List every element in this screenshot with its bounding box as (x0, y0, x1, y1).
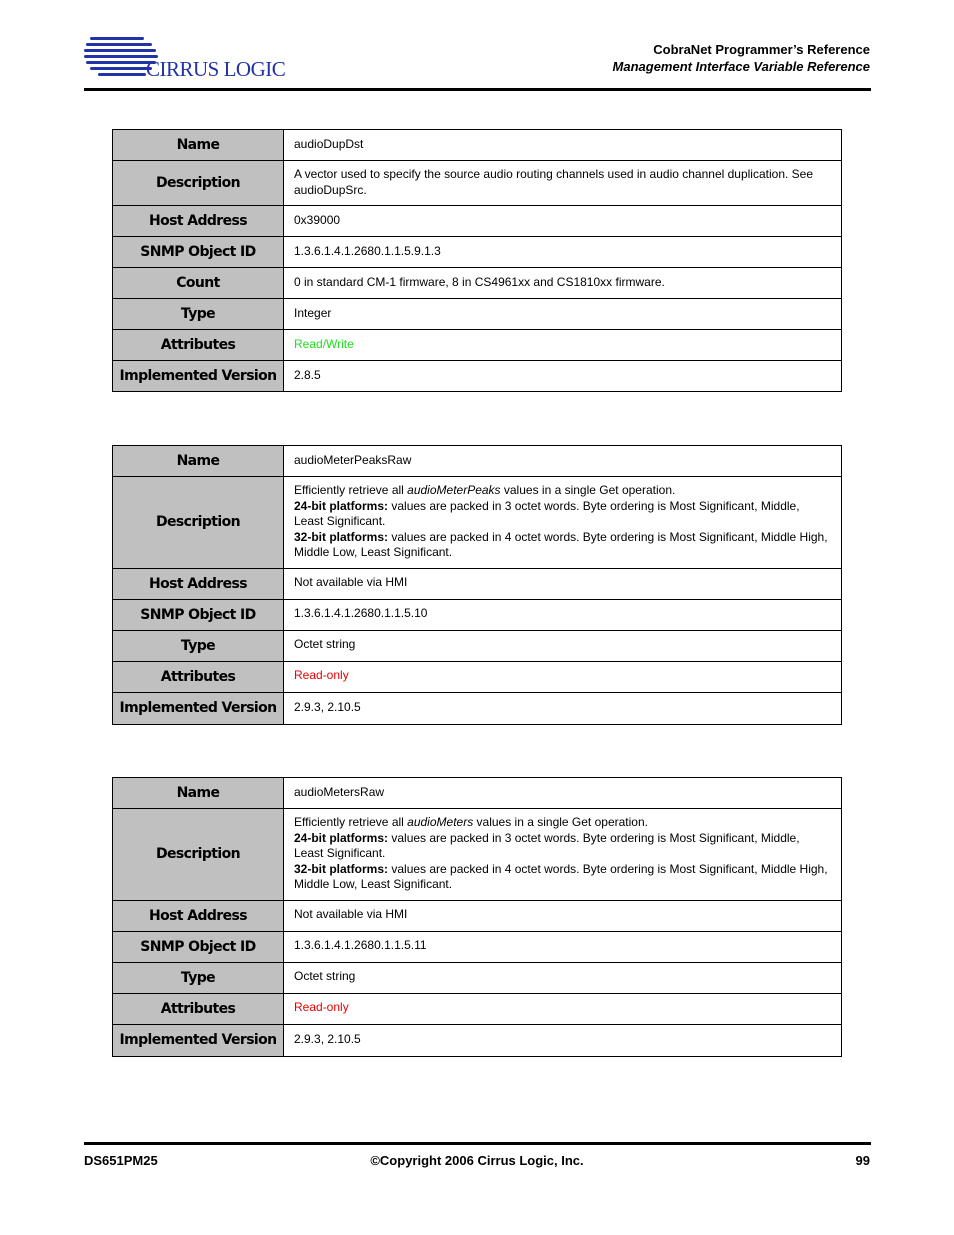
table-row (113, 661, 842, 692)
table-row (113, 206, 842, 237)
attributes-label: Attributes (113, 661, 284, 692)
name-value: audioDupDst (284, 130, 842, 161)
implemented-version-value: 2.8.5 (284, 361, 842, 392)
platform-32-label: 32-bit platforms: (294, 529, 389, 544)
table-row (113, 630, 842, 661)
footer-copyright: ©Copyright 2006 Cirrus Logic, Inc. (370, 1153, 584, 1168)
platform-32-text: values are packed in 4 octet words. Byte ordering is Most Significant, Middle High, Middle Low, Least Significant. (294, 529, 828, 559)
table-row (113, 993, 842, 1024)
table-row (113, 900, 842, 931)
snmp-object-id-label: SNMP Object ID (113, 237, 284, 268)
host-address-label: Host Address (113, 568, 284, 599)
table-row (113, 299, 842, 330)
cirrus-logic-logo (84, 33, 294, 81)
table-row (113, 962, 842, 993)
name-value: audioMetersRaw (284, 778, 842, 809)
variable-table-audioMeterPeaksRaw (112, 445, 842, 725)
count-label: Count (113, 268, 284, 299)
description-ref: audioMeters (407, 815, 474, 829)
type-label: Type (113, 299, 284, 330)
footer-page-number: 99 (855, 1153, 870, 1168)
platform-24-label: 24-bit platforms: (294, 498, 389, 513)
header-rule (84, 88, 871, 91)
platform-24-label: 24-bit platforms: (294, 830, 389, 845)
snmp-object-id-value: 1.3.6.1.4.1.2680.1.1.5.10 (284, 599, 842, 630)
type-label: Type (113, 962, 284, 993)
snmp-object-id-label: SNMP Object ID (113, 599, 284, 630)
snmp-object-id-label: SNMP Object ID (113, 931, 284, 962)
variable-table-audioMetersRaw (112, 777, 842, 1057)
description-value: A vector used to specify the source audio routing channels used in audio channel duplication. See audioDupSrc. (284, 161, 842, 206)
type-value: Integer (284, 299, 842, 330)
logo-wordmark: CIRRUS LOGIC (146, 57, 286, 81)
snmp-object-id-value: 1.3.6.1.4.1.2680.1.1.5.9.1.3 (284, 237, 842, 268)
table-row (113, 361, 842, 392)
page-header (613, 41, 870, 75)
attributes-value: Read-only (284, 993, 842, 1024)
table-row (113, 446, 842, 477)
implemented-version-label: Implemented Version (113, 1024, 284, 1056)
header-subtitle: Management Interface Variable Reference (612, 59, 870, 74)
implemented-version-label: Implemented Version (113, 361, 284, 392)
type-value: Octet string (284, 630, 842, 661)
table-row (113, 809, 842, 901)
snmp-object-id-value: 1.3.6.1.4.1.2680.1.1.5.11 (284, 931, 842, 962)
type-label: Type (113, 630, 284, 661)
description-intro-end: values in a single Get operation. (500, 483, 676, 497)
table-row (113, 1024, 842, 1056)
description-label: Description (113, 809, 284, 901)
host-address-value: 0x39000 (284, 206, 842, 237)
name-value: audioMeterPeaksRaw (284, 446, 842, 477)
table-row (113, 130, 842, 161)
host-address-label: Host Address (113, 206, 284, 237)
platform-32-text: values are packed in 4 octet words. Byte ordering is Most Significant, Middle High, Middle Low, Least Significant. (294, 861, 828, 891)
table-row (113, 931, 842, 962)
count-value: 0 in standard CM-1 firmware, 8 in CS4961xx and CS1810xx firmware. (284, 268, 842, 299)
host-address-value: Not available via HMI (284, 900, 842, 931)
table-row (113, 237, 842, 268)
table-row (113, 330, 842, 361)
table-row (113, 599, 842, 630)
implemented-version-value: 2.9.3, 2.10.5 (284, 1024, 842, 1056)
table-row (113, 568, 842, 599)
name-label: Name (113, 778, 284, 809)
table-row (113, 477, 842, 569)
description-ref: audioMeterPeaks (407, 483, 501, 497)
description-intro: Efficiently retrieve all (294, 483, 408, 497)
host-address-label: Host Address (113, 900, 284, 931)
description-value (284, 809, 842, 901)
platform-24-text: values are packed in 3 octet words. Byte ordering is Most Significant, Middle, Least Significant. (294, 830, 800, 860)
name-label: Name (113, 130, 284, 161)
name-label: Name (113, 446, 284, 477)
type-value: Octet string (284, 962, 842, 993)
description-intro-end: values in a single Get operation. (473, 815, 648, 829)
table-row (113, 268, 842, 299)
description-label: Description (113, 477, 284, 569)
attributes-value: Read/Write (284, 330, 842, 361)
variable-table-audioDupDst (112, 129, 842, 392)
implemented-version-label: Implemented Version (113, 692, 284, 724)
footer-rule (84, 1142, 871, 1145)
attributes-label: Attributes (113, 993, 284, 1024)
platform-32-label: 32-bit platforms: (294, 861, 389, 876)
table-row (113, 692, 842, 724)
platform-24-text: values are packed in 3 octet words. Byte ordering is Most Significant, Middle, Least Significant. (294, 498, 800, 528)
host-address-value: Not available via HMI (284, 568, 842, 599)
table-row (113, 161, 842, 206)
attributes-label: Attributes (113, 330, 284, 361)
description-label: Description (113, 161, 284, 206)
description-value (284, 477, 842, 569)
footer-doc-id: DS651PM25 (84, 1153, 158, 1168)
table-row (113, 778, 842, 809)
description-intro: Efficiently retrieve all (294, 815, 408, 829)
implemented-version-value: 2.9.3, 2.10.5 (284, 692, 842, 724)
header-title: CobraNet Programmer’s Reference (653, 42, 870, 57)
attributes-value: Read-only (284, 661, 842, 692)
